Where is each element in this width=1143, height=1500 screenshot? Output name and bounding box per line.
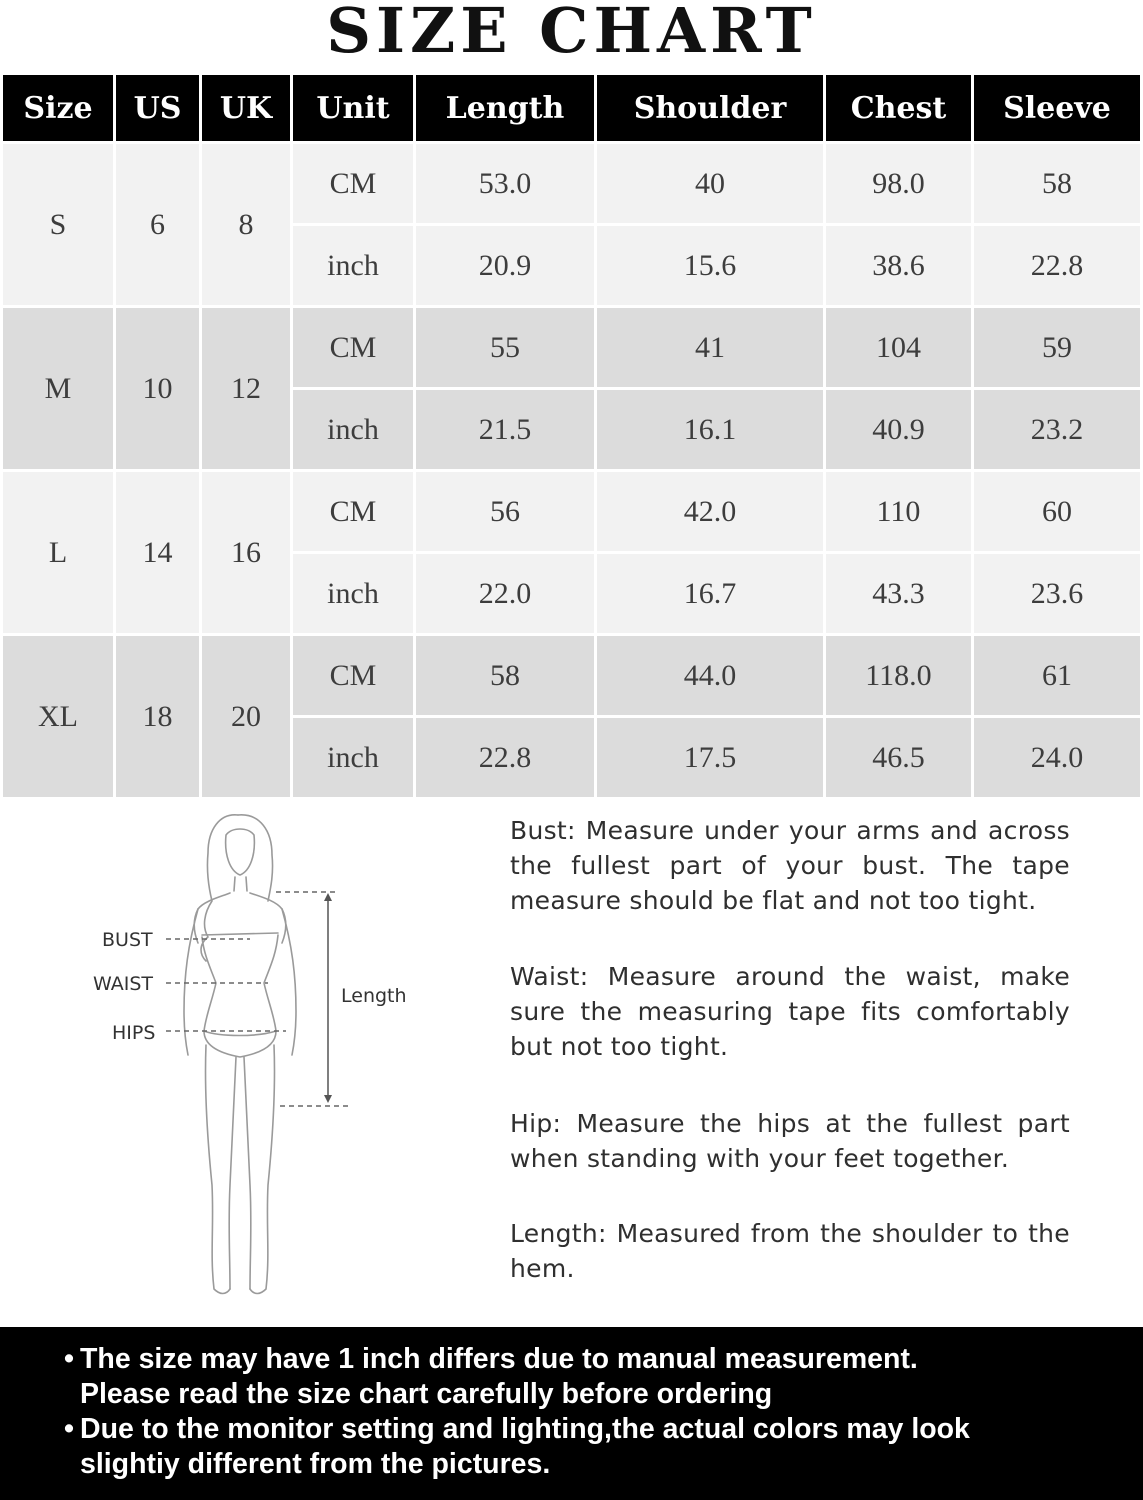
- footer-notes: [0, 1327, 1143, 1500]
- unit-cell: CM: [293, 636, 413, 715]
- note-colors: [0, 1412, 1143, 1482]
- unit-cell: inch: [293, 718, 413, 797]
- uk-cell: 8: [202, 144, 290, 305]
- length-label: Length: [341, 985, 407, 1007]
- bust-instruction: Bust: Measure under your arms and across the fullest part of your bust. The tape measure should be flat and not too tight.: [510, 816, 1070, 915]
- sleeve-cell: 23.2: [974, 390, 1140, 469]
- bullet: •: [64, 1343, 74, 1375]
- size-cell: S: [3, 144, 113, 305]
- header-shoulder: Shoulder: [597, 75, 823, 141]
- shoulder-cell: 15.6: [597, 226, 823, 305]
- shoulder-cell: 16.1: [597, 390, 823, 469]
- chest-cell: 104: [826, 308, 971, 387]
- chest-cell: 38.6: [826, 226, 971, 305]
- unit-cell: CM: [293, 308, 413, 387]
- us-cell: 10: [116, 308, 199, 469]
- length-cell: 55: [416, 308, 594, 387]
- size-cell: M: [3, 308, 113, 469]
- note-line: Due to the monitor setting and lighting,the actual colors may look: [80, 1413, 970, 1445]
- note-line: Please read the size chart carefully before ordering: [80, 1378, 773, 1410]
- sleeve-cell: 59: [974, 308, 1140, 387]
- sleeve-cell: 22.8: [974, 226, 1140, 305]
- length-cell: 56: [416, 472, 594, 551]
- us-cell: 14: [116, 472, 199, 633]
- size-cell: XL: [3, 636, 113, 797]
- shoulder-cell: 16.7: [597, 554, 823, 633]
- size-cell: L: [3, 472, 113, 633]
- waist-instruction: Waist: Measure around the waist, make sure the measuring tape fits comfortably but not too tight.: [510, 962, 1070, 1061]
- waist-label: WAIST: [93, 973, 154, 995]
- size-chart-table: [0, 72, 1143, 800]
- sleeve-cell: 61: [974, 636, 1140, 715]
- shoulder-cell: 42.0: [597, 472, 823, 551]
- note-line: slightiy different from the pictures.: [80, 1448, 551, 1480]
- header-chest: Chest: [826, 75, 971, 141]
- shoulder-cell: 17.5: [597, 718, 823, 797]
- shoulder-cell: 41: [597, 308, 823, 387]
- length-instruction: Length: Measured from the shoulder to the hem.: [510, 1219, 1070, 1283]
- unit-cell: CM: [293, 144, 413, 223]
- header-uk: UK: [202, 75, 290, 141]
- length-cell: 58: [416, 636, 594, 715]
- header-length: Length: [416, 75, 594, 141]
- bullet: •: [64, 1413, 74, 1445]
- table-row: [3, 636, 1140, 715]
- chest-cell: 46.5: [826, 718, 971, 797]
- length-cell: 22.8: [416, 718, 594, 797]
- header-unit: Unit: [293, 75, 413, 141]
- table-row: [3, 472, 1140, 551]
- header-size: Size: [3, 75, 113, 141]
- note-measurement: [0, 1342, 1143, 1412]
- chest-cell: 110: [826, 472, 971, 551]
- length-cell: 20.9: [416, 226, 594, 305]
- unit-cell: inch: [293, 226, 413, 305]
- shoulder-cell: 40: [597, 144, 823, 223]
- uk-cell: 16: [202, 472, 290, 633]
- hips-label: HIPS: [112, 1022, 156, 1044]
- hip-instruction: Hip: Measure the hips at the fullest part when standing with your feet together.: [510, 1109, 1070, 1173]
- length-cell: 22.0: [416, 554, 594, 633]
- us-cell: 18: [116, 636, 199, 797]
- table-row: [3, 144, 1140, 223]
- sleeve-cell: 60: [974, 472, 1140, 551]
- page-title: SIZE CHART: [326, 0, 817, 67]
- header-us: US: [116, 75, 199, 141]
- unit-cell: CM: [293, 472, 413, 551]
- shoulder-cell: 44.0: [597, 636, 823, 715]
- chest-cell: 118.0: [826, 636, 971, 715]
- measurement-figure: [80, 805, 440, 1305]
- note-line: The size may have 1 inch differs due to manual measurement.: [80, 1343, 918, 1375]
- uk-cell: 20: [202, 636, 290, 797]
- bust-label: BUST: [102, 929, 153, 951]
- unit-cell: inch: [293, 390, 413, 469]
- chest-cell: 40.9: [826, 390, 971, 469]
- us-cell: 6: [116, 144, 199, 305]
- sleeve-cell: 23.6: [974, 554, 1140, 633]
- unit-cell: inch: [293, 554, 413, 633]
- woman-silhouette-icon: [184, 815, 296, 1294]
- uk-cell: 12: [202, 308, 290, 469]
- length-cell: 53.0: [416, 144, 594, 223]
- chest-cell: 43.3: [826, 554, 971, 633]
- table-header-row: [3, 75, 1140, 141]
- table-row: [3, 308, 1140, 387]
- header-sleeve: Sleeve: [974, 75, 1140, 141]
- sleeve-cell: 58: [974, 144, 1140, 223]
- sleeve-cell: 24.0: [974, 718, 1140, 797]
- chest-cell: 98.0: [826, 144, 971, 223]
- length-cell: 21.5: [416, 390, 594, 469]
